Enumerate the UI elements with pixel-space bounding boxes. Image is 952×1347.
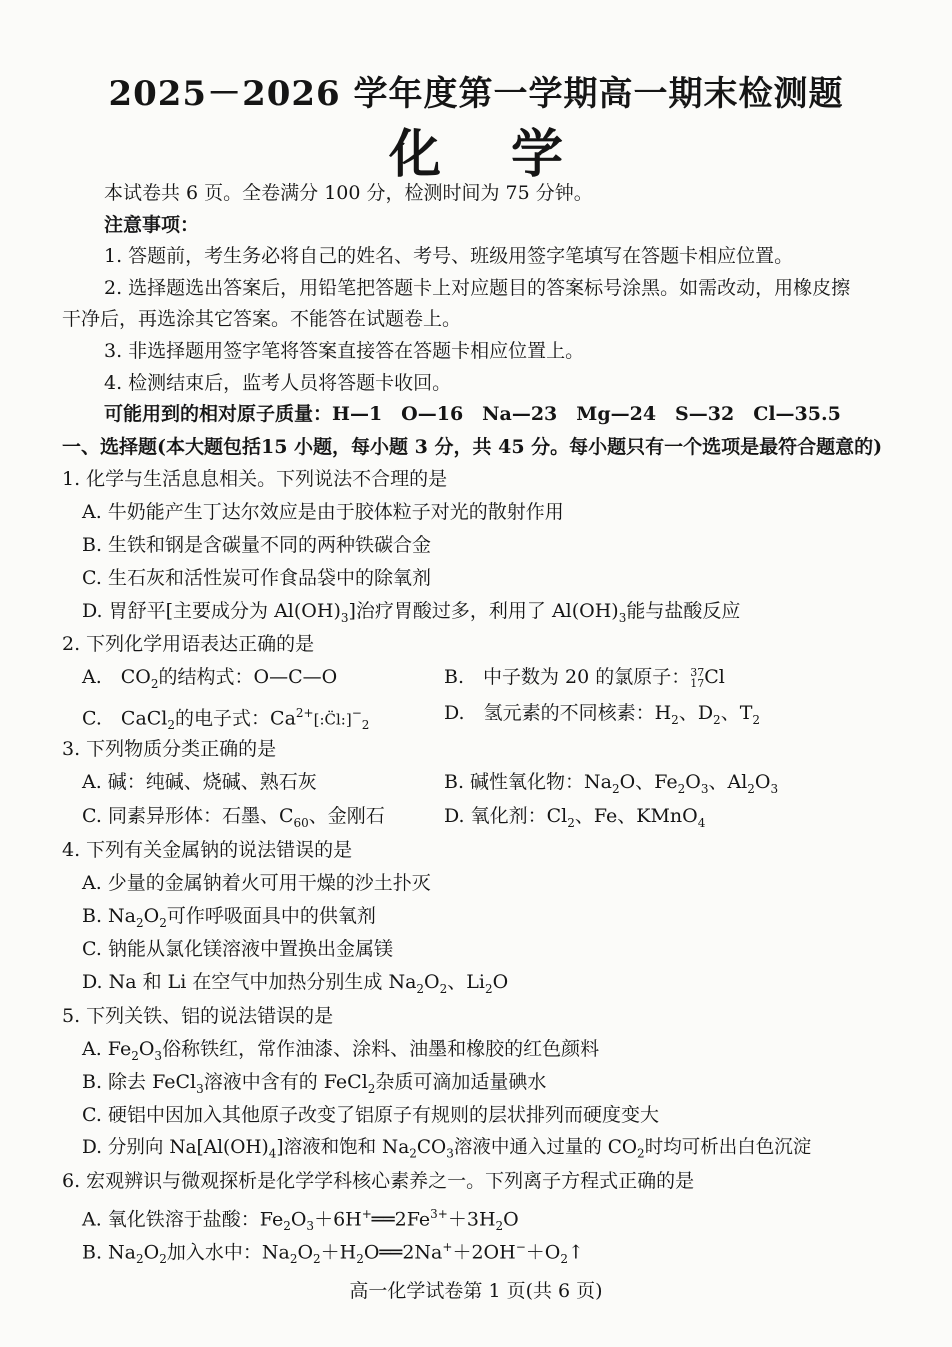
question-5-stem: 5. 下列关铁、铝的说法错误的是 bbox=[62, 1005, 334, 1027]
q3-option-a: A. 碱：纯碱、烧碱、熟石灰 bbox=[82, 771, 317, 793]
note-item: 3. 非选择题用签字笔将答案直接答在答题卡相应位置上。 bbox=[104, 340, 585, 362]
subject-title: 化学 bbox=[388, 124, 633, 185]
q5-option-d: D. 分别向 $Na[Al(OH)_4]$溶液和饱和 $Na_2CO_3$溶液中通入过量的 $CO_2$时均可析出白色沉淀 bbox=[82, 1137, 812, 1161]
q2-option-a: A. $CO_2$的结构式：O—C—O bbox=[82, 666, 338, 691]
q2-option-c: C. CaCl$_2$的电子式：$Ca^{2+}[:C̈l:]^-_2$ bbox=[82, 706, 370, 733]
q3-option-d: D. 氧化剂：$Cl_2$、Fe、KMnO$_4$ bbox=[444, 805, 706, 830]
note-item: 干净后，再选涂其它答案。不能答在试题卷上。 bbox=[62, 308, 462, 330]
q4-option-a: A. 少量的金属钠着火可用干燥的沙土扑灭 bbox=[82, 872, 431, 894]
q1-option-a: A. 牛奶能产生丁达尔效应是由于胶体粒子对光的散射作用 bbox=[82, 501, 564, 523]
note-item: 1. 答题前，考生务必将自己的姓名、考号、班级用签字笔填写在答题卡相应位置。 bbox=[104, 245, 794, 267]
question-2-stem: 2. 下列化学用语表达正确的是 bbox=[62, 633, 315, 655]
q3-option-c: C. 同素异形体：石墨、$C_{60}$、金刚石 bbox=[82, 805, 385, 830]
q6-option-b: B. $Na_2O_2$加入水中：$Na_2O_2+H_2O══2Na^++2OH^-+O_2↑$ bbox=[82, 1240, 584, 1267]
page-footer: 高一化学试卷第 1 页(共 6 页) bbox=[349, 1280, 603, 1302]
q2-option-d: D. 氢元素的不同核素：$H_2$、$D_2$、$T_2$ bbox=[444, 702, 761, 727]
question-3-stem: 3. 下列物质分类正确的是 bbox=[62, 738, 277, 760]
q6-option-a: A. 氧化铁溶于盐酸：$Fe_2O_3+6H^+══2Fe^{3+}+3H_2O$ bbox=[82, 1207, 519, 1234]
q1-option-c: C. 生石灰和活性炭可作食品袋中的除氧剂 bbox=[82, 567, 431, 589]
notes-heading: 注意事项： bbox=[104, 214, 200, 236]
q5-option-c: C. 硬铝中因加入其他原子改变了铝原子有规则的层状排列而硬度变大 bbox=[82, 1104, 659, 1126]
q3-option-b: B. 碱性氧化物：$Na_2O$、$Fe_2O_3$、$Al_2O_3$ bbox=[444, 771, 779, 796]
q2-option-b: B. 中子数为 20 的氯原子：37 17Cl bbox=[444, 666, 725, 690]
question-1-stem: 1. 化学与生活息息相关。下列说法不合理的是 bbox=[62, 468, 448, 490]
q5-option-b: B. 除去 FeCl$_3$溶液中含有的 FeCl$_2$杂质可滴加适量碘水 bbox=[82, 1071, 547, 1096]
section-heading: 一、选择题(本大题包括15 小题，每小题 3 分，共 45 分。每小题只有一个选项是最符合题意的) bbox=[62, 436, 883, 458]
intro-text: 本试卷共 6 页。全卷满分 100 分，检测时间为 75 分钟。 bbox=[104, 182, 593, 204]
note-item: 2. 选择题选出答案后，用铅笔把答题卡上对应题目的答案标号涂黑。如需改动，用橡皮擦 bbox=[104, 277, 851, 299]
question-4-stem: 4. 下列有关金属钠的说法错误的是 bbox=[62, 839, 353, 861]
q4-option-b: B. $Na_2O_2$可作呼吸面具中的供氧剂 bbox=[82, 905, 376, 930]
question-6-stem: 6. 宏观辨识与微观探析是化学学科核心素养之一。下列离子方程式正确的是 bbox=[62, 1170, 695, 1192]
atomic-mass-line: 可能用到的相对原子质量：H—1 O—16 Na—23 Mg—24 S—32 Cl—35.5 bbox=[104, 403, 841, 425]
note-item: 4. 检测结束后，监考人员将答题卡收回。 bbox=[104, 372, 452, 394]
q1-option-d: D. 胃舒平[主要成分为 $Al(OH)_3$]治疗胃酸过多，利用了 $Al(OH)_3$能与盐酸反应 bbox=[82, 600, 741, 625]
q1-option-b: B. 生铁和钢是含碳量不同的两种铁碳合金 bbox=[82, 534, 432, 556]
q5-option-a: A. $Fe_2O_3$俗称铁红，常作油漆、涂料、油墨和橡胶的红色颜料 bbox=[82, 1038, 600, 1063]
q4-option-d: D. Na 和 Li 在空气中加热分别生成 $Na_2O_2$、$Li_2O$ bbox=[82, 971, 509, 996]
exam-title: 2025－2026 学年度第一学期高一期末检测题 bbox=[108, 74, 844, 114]
q4-option-c: C. 钠能从氯化镁溶液中置换出金属镁 bbox=[82, 938, 393, 960]
